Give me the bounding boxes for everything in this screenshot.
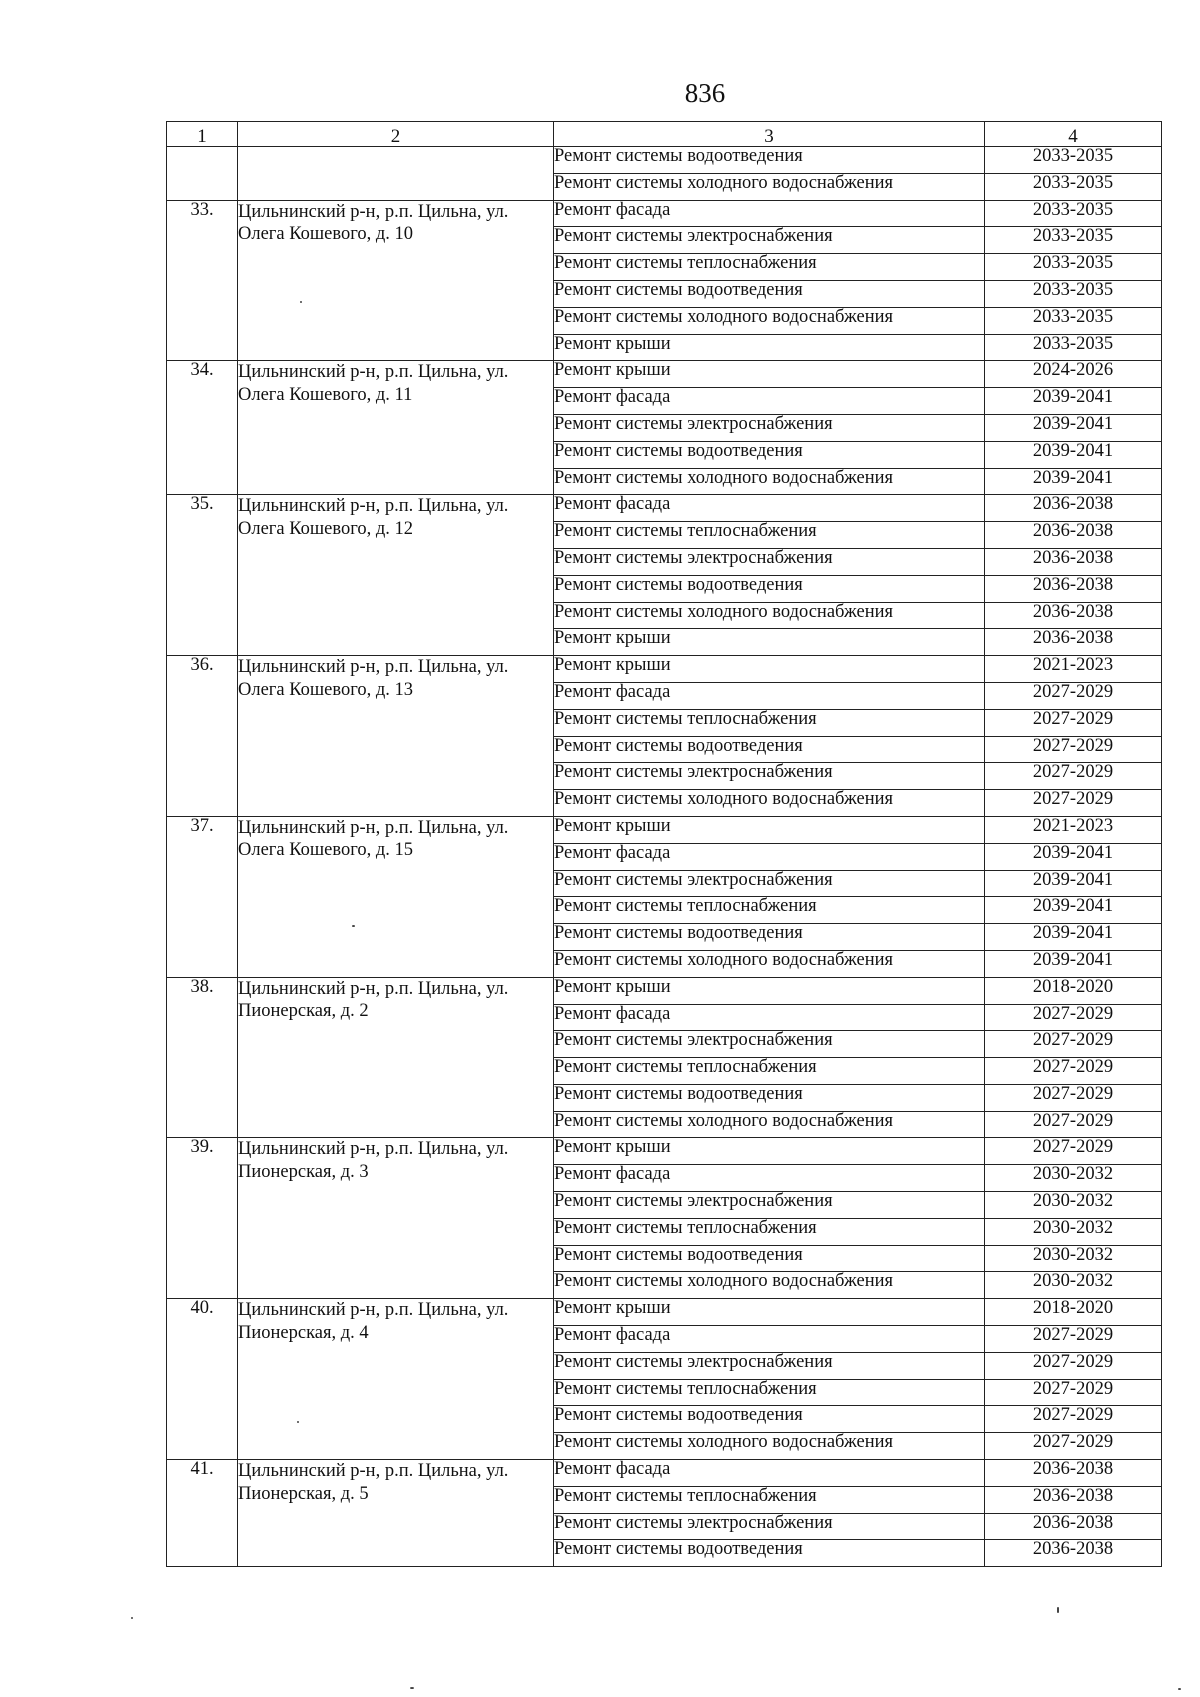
table-row <box>167 200 1162 227</box>
period-cell: 2039-2041 <box>985 441 1162 468</box>
work-type-cell: Ремонт системы электроснабжения <box>554 1352 985 1379</box>
work-type-cell: Ремонт системы водоотведения <box>554 1540 985 1567</box>
work-type-cell: Ремонт фасада <box>554 495 985 522</box>
work-type-cell: Ремонт системы холодного водоснабжения <box>554 307 985 334</box>
period-cell: 2039-2041 <box>985 924 1162 951</box>
period-cell: 2039-2041 <box>985 388 1162 415</box>
work-type-cell: Ремонт системы водоотведения <box>554 1245 985 1272</box>
work-type-cell: Ремонт системы холодного водоснабжения <box>554 468 985 495</box>
period-cell: 2036-2038 <box>985 629 1162 656</box>
work-type-cell: Ремонт системы холодного водоснабжения <box>554 1111 985 1138</box>
period-cell: 2033-2035 <box>985 334 1162 361</box>
column-header-2: 2 <box>238 122 554 147</box>
table-row <box>167 147 1162 174</box>
scan-speck <box>352 925 355 927</box>
work-type-cell: Ремонт системы электроснабжения <box>554 1513 985 1540</box>
table-row <box>167 1460 1162 1487</box>
work-type-cell: Ремонт системы электроснабжения <box>554 870 985 897</box>
period-cell: 2018-2020 <box>985 977 1162 1004</box>
work-type-cell: Ремонт крыши <box>554 1299 985 1326</box>
work-type-cell: Ремонт системы электроснабжения <box>554 227 985 254</box>
work-type-cell: Ремонт системы холодного водоснабжения <box>554 1433 985 1460</box>
work-type-cell: Ремонт системы теплоснабжения <box>554 1058 985 1085</box>
period-cell: 2033-2035 <box>985 200 1162 227</box>
period-cell: 2021-2023 <box>985 656 1162 683</box>
period-cell: 2027-2029 <box>985 709 1162 736</box>
item-number-cell: 38. <box>167 977 238 1138</box>
work-type-cell: Ремонт крыши <box>554 656 985 683</box>
period-cell: 2030-2032 <box>985 1218 1162 1245</box>
page-number: 836 <box>684 78 726 108</box>
period-cell: 2036-2038 <box>985 522 1162 549</box>
period-cell: 2027-2029 <box>985 1004 1162 1031</box>
scan-speck <box>131 1617 133 1619</box>
period-cell: 2030-2032 <box>985 1272 1162 1299</box>
work-type-cell: Ремонт системы холодного водоснабжения <box>554 790 985 817</box>
table-row <box>167 977 1162 1004</box>
period-cell: 2033-2035 <box>985 307 1162 334</box>
period-cell: 2036-2038 <box>985 575 1162 602</box>
column-header-4: 4 <box>985 122 1162 147</box>
work-type-cell: Ремонт системы теплоснабжения <box>554 897 985 924</box>
period-cell: 2027-2029 <box>985 1352 1162 1379</box>
work-type-cell: Ремонт системы холодного водоснабжения <box>554 602 985 629</box>
period-cell: 2027-2029 <box>985 736 1162 763</box>
period-cell: 2027-2029 <box>985 1084 1162 1111</box>
work-type-cell: Ремонт системы электроснабжения <box>554 763 985 790</box>
work-type-cell: Ремонт системы теплоснабжения <box>554 709 985 736</box>
period-cell: 2027-2029 <box>985 790 1162 817</box>
period-cell: 2033-2035 <box>985 227 1162 254</box>
scan-speck <box>297 1421 299 1423</box>
work-type-cell: Ремонт фасада <box>554 843 985 870</box>
scan-speck <box>1057 1607 1059 1613</box>
work-type-cell: Ремонт системы теплоснабжения <box>554 522 985 549</box>
period-cell: 2036-2038 <box>985 1513 1162 1540</box>
period-cell: 2030-2032 <box>985 1165 1162 1192</box>
period-cell: 2036-2038 <box>985 602 1162 629</box>
period-cell: 2027-2029 <box>985 1379 1162 1406</box>
table-row <box>167 361 1162 388</box>
period-cell: 2039-2041 <box>985 468 1162 495</box>
period-cell: 2039-2041 <box>985 897 1162 924</box>
work-type-cell: Ремонт системы холодного водоснабжения <box>554 1272 985 1299</box>
address-cell: Цильнинский р-н, р.п. Цильна, ул. Олега Кошевого, д. 15 <box>238 816 554 977</box>
period-cell: 2027-2029 <box>985 682 1162 709</box>
item-number-cell: 33. <box>167 200 238 361</box>
item-number-cell: 36. <box>167 656 238 817</box>
work-type-cell: Ремонт системы электроснабжения <box>554 1192 985 1219</box>
address-cell: Цильнинский р-н, р.п. Цильна, ул. Олега Кошевого, д. 12 <box>238 495 554 656</box>
table-row <box>167 495 1162 522</box>
period-cell: 2027-2029 <box>985 1111 1162 1138</box>
table-row <box>167 656 1162 683</box>
work-type-cell: Ремонт крыши <box>554 629 985 656</box>
address-cell: Цильнинский р-н, р.п. Цильна, ул. Олега Кошевого, д. 13 <box>238 656 554 817</box>
work-type-cell: Ремонт системы водоотведения <box>554 575 985 602</box>
period-cell: 2036-2038 <box>985 1460 1162 1487</box>
period-cell: 2036-2038 <box>985 1486 1162 1513</box>
work-type-cell: Ремонт фасада <box>554 682 985 709</box>
scan-speck <box>410 1687 414 1689</box>
address-cell: Цильнинский р-н, р.п. Цильна, ул. Олега Кошевого, д. 11 <box>238 361 554 495</box>
work-type-cell: Ремонт крыши <box>554 816 985 843</box>
period-cell: 2036-2038 <box>985 548 1162 575</box>
address-cell: Цильнинский р-н, р.п. Цильна, ул. Пионерская, д. 2 <box>238 977 554 1138</box>
work-type-cell: Ремонт фасада <box>554 1004 985 1031</box>
item-number-cell: 40. <box>167 1299 238 1460</box>
work-type-cell: Ремонт системы водоотведения <box>554 1084 985 1111</box>
item-number-cell: 41. <box>167 1460 238 1567</box>
work-type-cell: Ремонт фасада <box>554 1326 985 1353</box>
period-cell: 2033-2035 <box>985 254 1162 281</box>
work-type-cell: Ремонт системы холодного водоснабжения <box>554 950 985 977</box>
work-type-cell: Ремонт системы водоотведения <box>554 736 985 763</box>
column-header-3: 3 <box>554 122 985 147</box>
work-type-cell: Ремонт системы теплоснабжения <box>554 254 985 281</box>
period-cell: 2039-2041 <box>985 950 1162 977</box>
period-cell: 2027-2029 <box>985 1326 1162 1353</box>
period-cell: 2036-2038 <box>985 495 1162 522</box>
work-type-cell: Ремонт системы водоотведения <box>554 924 985 951</box>
work-type-cell: Ремонт фасада <box>554 1460 985 1487</box>
scan-speck <box>1178 1688 1181 1690</box>
period-cell: 2024-2026 <box>985 361 1162 388</box>
work-type-cell: Ремонт системы электроснабжения <box>554 548 985 575</box>
period-cell: 2027-2029 <box>985 1058 1162 1085</box>
work-type-cell: Ремонт системы электроснабжения <box>554 414 985 441</box>
work-type-cell: Ремонт системы водоотведения <box>554 1406 985 1433</box>
item-number-cell <box>167 147 238 201</box>
work-type-cell: Ремонт крыши <box>554 1138 985 1165</box>
work-type-cell: Ремонт системы теплоснабжения <box>554 1218 985 1245</box>
address-cell: Цильнинский р-н, р.п. Цильна, ул. Пионерская, д. 5 <box>238 1460 554 1567</box>
scan-speck <box>300 301 302 303</box>
work-type-cell: Ремонт системы водоотведения <box>554 147 985 174</box>
period-cell: 2033-2035 <box>985 173 1162 200</box>
period-cell: 2039-2041 <box>985 870 1162 897</box>
work-type-cell: Ремонт крыши <box>554 361 985 388</box>
period-cell: 2027-2029 <box>985 1138 1162 1165</box>
period-cell: 2030-2032 <box>985 1245 1162 1272</box>
period-cell: 2018-2020 <box>985 1299 1162 1326</box>
period-cell: 2033-2035 <box>985 147 1162 174</box>
period-cell: 2030-2032 <box>985 1192 1162 1219</box>
period-cell: 2021-2023 <box>985 816 1162 843</box>
item-number-cell: 37. <box>167 816 238 977</box>
period-cell: 2033-2035 <box>985 280 1162 307</box>
period-cell: 2036-2038 <box>985 1540 1162 1567</box>
address-cell: Цильнинский р-н, р.п. Цильна, ул. Пионерская, д. 3 <box>238 1138 554 1299</box>
table-row <box>167 1299 1162 1326</box>
work-type-cell: Ремонт фасада <box>554 1165 985 1192</box>
table-body <box>167 147 1162 1567</box>
item-number-cell: 39. <box>167 1138 238 1299</box>
period-cell: 2027-2029 <box>985 1433 1162 1460</box>
repair-schedule-table <box>166 121 1162 1567</box>
table-row <box>167 1138 1162 1165</box>
period-cell: 2039-2041 <box>985 414 1162 441</box>
item-number-cell: 35. <box>167 495 238 656</box>
work-type-cell: Ремонт крыши <box>554 334 985 361</box>
work-type-cell: Ремонт системы холодного водоснабжения <box>554 173 985 200</box>
address-cell <box>238 147 554 201</box>
work-type-cell: Ремонт системы водоотведения <box>554 280 985 307</box>
period-cell: 2027-2029 <box>985 1031 1162 1058</box>
work-type-cell: Ремонт системы теплоснабжения <box>554 1379 985 1406</box>
period-cell: 2039-2041 <box>985 843 1162 870</box>
work-type-cell: Ремонт системы водоотведения <box>554 441 985 468</box>
work-type-cell: Ремонт крыши <box>554 977 985 1004</box>
address-cell: Цильнинский р-н, р.п. Цильна, ул. Олега Кошевого, д. 10 <box>238 200 554 361</box>
period-cell: 2027-2029 <box>985 763 1162 790</box>
table-row <box>167 816 1162 843</box>
column-number-row <box>167 122 1162 147</box>
work-type-cell: Ремонт системы теплоснабжения <box>554 1486 985 1513</box>
period-cell: 2027-2029 <box>985 1406 1162 1433</box>
address-cell: Цильнинский р-н, р.п. Цильна, ул. Пионерская, д. 4 <box>238 1299 554 1460</box>
column-header-1: 1 <box>167 122 238 147</box>
item-number-cell: 34. <box>167 361 238 495</box>
work-type-cell: Ремонт фасада <box>554 200 985 227</box>
work-type-cell: Ремонт системы электроснабжения <box>554 1031 985 1058</box>
work-type-cell: Ремонт фасада <box>554 388 985 415</box>
